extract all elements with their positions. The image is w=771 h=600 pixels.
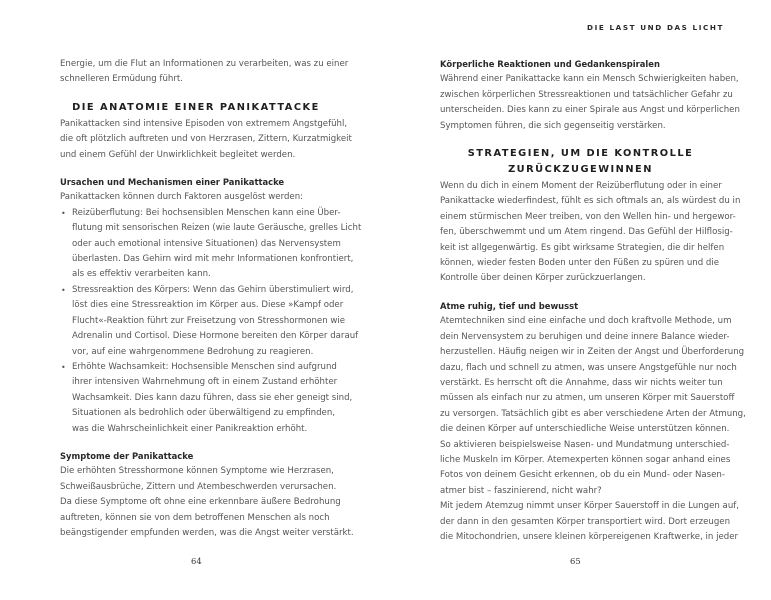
section-heading-strategies — [440, 146, 721, 178]
anatomy-paragraph — [60, 117, 352, 163]
text-line: keit ist allgegenwärtig. Es gibt wirksame Strategien, die dir helfen — [440, 242, 725, 253]
bullet-icon: • — [61, 285, 66, 295]
text-line: Die erhöhten Stresshormone können Symptome wie Herzrasen, — [60, 466, 334, 477]
running-head: DIE LAST UND DAS LICHT — [587, 23, 724, 32]
text-line: herzustellen. Häufig neigen wir in Zeiten der Angst und Überforderung — [440, 347, 745, 358]
bullet-item-stressreaktion — [60, 283, 359, 360]
text-line: löst dies eine Stressreaktion im Körper aus. Diese »Kampf oder — [72, 300, 344, 311]
text-line: und einem Gefühl der Unwirklichkeit begleitet werden. — [60, 149, 296, 160]
text-line: Wenn du dich in einem Moment der Reizüberflutung oder in einer — [440, 181, 722, 192]
text-line: unterscheiden. Dies kann zu einer Spirale aus Angst und körperlichen — [440, 105, 740, 116]
breathing-paragraph — [440, 314, 746, 545]
text-line: die Mitochondrien, unsere kleinen körpereigenen Kraftwerke, in jeder — [440, 531, 739, 542]
text-line: Da diese Symptome oft ohne eine erkennbare äußere Bedrohung — [60, 497, 341, 508]
text-line: was die Wahrscheinlichkeit einer Panikreaktion erhöht. — [72, 423, 308, 434]
right-text-column — [440, 57, 746, 545]
bullet-icon: • — [61, 362, 66, 372]
text-line: Mit jedem Atemzug nimmt unser Körper Sauerstoff in die Lungen auf, — [440, 501, 740, 512]
bullet-item-reizueberflutung — [60, 206, 362, 283]
text-line: flutung mit sensorischen Reizen (wie laute Geräusche, grelles Licht — [72, 223, 362, 234]
text-line: Panikattacken können durch Faktoren ausgelöst werden: — [60, 192, 304, 203]
text-line: So aktivieren beispielsweise Nasen- und Mundatmung unterschied- — [440, 439, 730, 450]
text-line: Flucht«-Reaktion führt zur Freisetzung von Stresshormonen wie — [72, 315, 346, 326]
symptoms-paragraph — [60, 464, 354, 541]
text-line: Fotos von deinem Gesicht erkennen, ob du ein Mund- oder Nasen- — [440, 470, 725, 481]
text-line: Adrenalin und Cortisol. Diese Hormone bereiten den Körper darauf — [72, 331, 359, 342]
text-line: verstärkt. Es herrscht oft die Annahme, dass wir nichts weiter tun — [440, 377, 723, 388]
subheading-body-reactions: Körperliche Reaktionen und Gedankenspiralen — [440, 59, 660, 69]
text-line: liche Muskeln im Körper. Atemexperten können sogar anhand eines — [440, 454, 731, 465]
text-line: ihrer intensiven Wahrnehmung oft in einem Zustand erhöhter — [72, 377, 338, 388]
intro-paragraph — [60, 57, 349, 88]
text-line: die deinen Körper auf unterschiedliche Weise unterstützen können. — [440, 424, 730, 435]
text-line: die oft plötzlich auftreten und von Herzrasen, Zittern, Kurzatmigkeit — [60, 134, 352, 145]
text-line: atmer bist – faszinierend, nicht wahr? — [440, 485, 602, 496]
page-number-left: 64 — [191, 556, 202, 566]
text-line: der dann in den gesamten Körper transportiert wird. Dort erzeugen — [440, 516, 731, 527]
text-line: fen, überschwemmt und um Atem ringend. Das Gefühl der Hilflosig- — [440, 227, 733, 238]
text-line: können, wieder festen Boden unter den Füßen zu spüren und die — [440, 258, 720, 269]
text-line: oder auch emotional intensive Situationen) das Nervensystem — [72, 238, 341, 249]
section-heading-anatomy: DIE ANATOMIE EINER PANIKATTACKE — [72, 101, 320, 113]
text-line: Panikattacken sind intensive Episoden von extremem Angstgefühl, — [60, 118, 348, 129]
causes-bullet-list — [60, 206, 362, 437]
left-page — [0, 0, 385, 600]
text-line: Symptomen führen, die sich gegenseitig verstärken. — [440, 120, 666, 131]
text-line: zu versorgen. Tatsächlich gibt es aber verschiedene Arten der Atmung, — [440, 408, 746, 419]
causes-intro — [60, 190, 332, 205]
text-line: auftreten, können sie von dem betroffenen Menschen als noch — [60, 512, 330, 523]
body-reactions-paragraph — [440, 72, 740, 134]
text-line: Stressreaktion des Körpers: Wenn das Gehirn überstimuliert wird, — [72, 284, 354, 295]
text-line: dein Nervensystem zu beruhigen und deine innere Balance wieder- — [440, 331, 730, 342]
subheading-breathing: Atme ruhig, tief und bewusst — [440, 300, 579, 311]
text-line: einem stürmischen Meer treiben, von den Wellen hin- und hergewor- — [440, 211, 736, 222]
strategies-paragraph — [440, 179, 741, 287]
text-line: Schweißausbrüche, Zittern und Atembeschwerden verursachen. — [60, 481, 337, 492]
bullet-item-wachsamkeit — [60, 360, 353, 437]
text-line: Atemtechniken sind eine einfache und doch kraftvolle Methode, um — [440, 316, 732, 327]
text-line: vor, auf eine wahrgenommene Bedrohung zu reagieren. — [72, 346, 314, 357]
text-line: Wachsamkeit. Dies kann dazu führen, dass sie eher geneigt sind, — [72, 392, 353, 403]
text-line: dazu, flach und schnell zu atmen, was unsere Angstgefühle nur noch — [440, 362, 737, 373]
text-line: Erhöhte Wachsamkeit: Hochsensible Menschen sind aufgrund — [72, 361, 337, 372]
right-page — [385, 0, 771, 600]
text-line: beängstigender empfunden werden, was die Angst weiter verstärkt. — [60, 527, 354, 538]
bullet-icon: • — [61, 208, 66, 218]
text-line: Panikattacke wiederfindest, fühlt es sich oftmals an, als würdest du in — [440, 196, 741, 207]
page-number-right: 65 — [570, 556, 581, 566]
text-line: müssen als einfach nur zu atmen, um unseren Körper mit Sauerstoff — [440, 393, 735, 404]
subheading-causes: Ursachen und Mechanismen einer Panikattacke — [60, 177, 285, 188]
subheading-symptoms: Symptome der Panikattacke — [60, 450, 194, 461]
text-line: Situationen als bedrohlich oder überwältigend zu empfinden, — [72, 408, 336, 419]
text-line: als es effektiv verarbeiten kann. — [72, 269, 211, 280]
text-line: schnelleren Ermüdung führt. — [60, 74, 183, 85]
text-line: überlasten. Das Gehirn wird mit mehr Informationen konfrontiert, — [72, 254, 354, 265]
text-line: Energie, um die Flut an Informationen zu verarbeiten, was zu einer — [60, 59, 349, 69]
heading-line: STRATEGIEN, UM DIE KONTROLLE — [467, 148, 694, 160]
left-text-column — [60, 57, 362, 541]
text-line: zwischen körperlichen Stressreaktionen und tatsächlicher Gefahr zu — [440, 89, 733, 100]
text-line: Während einer Panikattacke kann ein Mensch Schwierigkeiten haben, — [440, 74, 739, 85]
text-line: Reizüberflutung: Bei hochsensiblen Menschen kann eine Über- — [72, 207, 341, 218]
text-line: Kontrolle über deinen Körper zurückzuerlangen. — [440, 273, 646, 284]
heading-line: ZURÜCKZUGEWINNEN — [508, 164, 653, 176]
